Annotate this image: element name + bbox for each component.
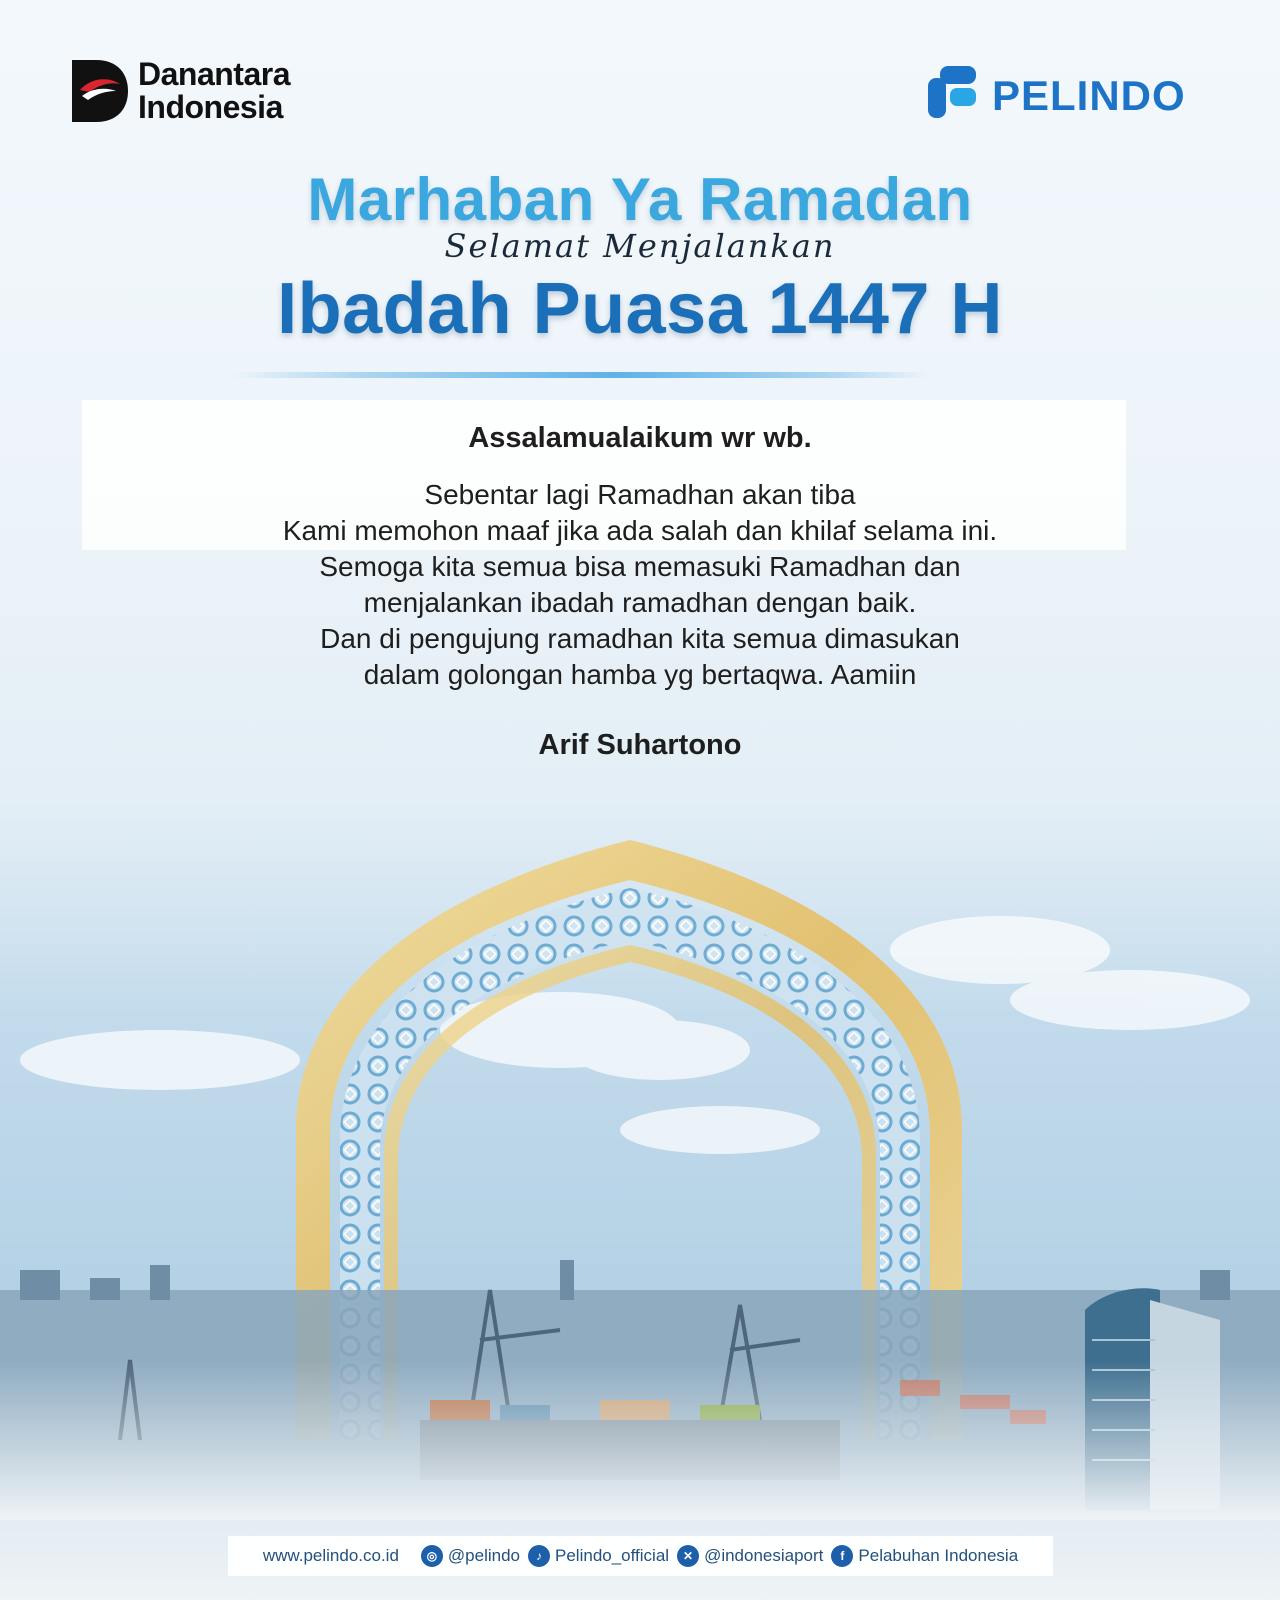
- footer-bar: [228, 1536, 1053, 1576]
- instagram-handle[interactable]: [421, 1545, 520, 1567]
- instagram-text: @pelindo: [447, 1546, 521, 1565]
- x-icon: ✕: [677, 1545, 699, 1567]
- website-link[interactable]: www.pelindo.co.id: [262, 1546, 399, 1565]
- greeting-text: Assalamualaikum wr wb.: [468, 422, 812, 454]
- signature-text: Arif Suhartono: [538, 729, 742, 761]
- page-subtitle: Selamat Menjalankan: [444, 227, 836, 265]
- message-line: Sebentar lagi Ramadhan akan tiba: [424, 479, 856, 510]
- message-line: Semoga kita semua bisa memasuki Ramadhan dan: [319, 551, 961, 582]
- page-headline: Ibadah Puasa 1447 H: [277, 269, 1003, 349]
- tiktok-icon: ♪: [528, 1545, 550, 1567]
- pelindo-logo: [926, 64, 1216, 124]
- danantara-word-2: Indonesia: [138, 89, 283, 125]
- tiktok-handle[interactable]: [528, 1545, 669, 1567]
- facebook-handle[interactable]: [831, 1545, 1018, 1567]
- tiktok-text: Pelindo_official: [555, 1546, 670, 1565]
- x-text: @indonesiaport: [704, 1546, 824, 1565]
- page-title: Marhaban Ya Ramadan: [307, 166, 973, 233]
- danantara-logo: [72, 58, 332, 128]
- pelindo-wordmark: PELINDO: [992, 72, 1186, 119]
- title-divider: [230, 372, 930, 378]
- message-block: [140, 422, 1140, 762]
- pelindo-mark-icon: [926, 64, 980, 124]
- instagram-icon: ◎: [421, 1545, 443, 1567]
- message-line: Dan di pengujung ramadhan kita semua dimasukan: [320, 623, 960, 654]
- facebook-text: Pelabuhan Indonesia: [858, 1546, 1019, 1565]
- message-body: [140, 477, 1140, 693]
- facebook-icon: f: [831, 1545, 853, 1567]
- arch-port-illustration: [0, 800, 1280, 1520]
- danantara-mark-icon: [72, 60, 128, 122]
- message-line: Kami memohon maaf jika ada salah dan khilaf selama ini.: [282, 515, 998, 546]
- message-line: dalam golongan hamba yg bertaqwa. Aamiin: [363, 659, 917, 690]
- x-handle[interactable]: [677, 1545, 823, 1567]
- message-line: menjalankan ibadah ramadhan dengan baik.: [363, 587, 917, 618]
- danantara-word-1: Danantara: [138, 56, 290, 92]
